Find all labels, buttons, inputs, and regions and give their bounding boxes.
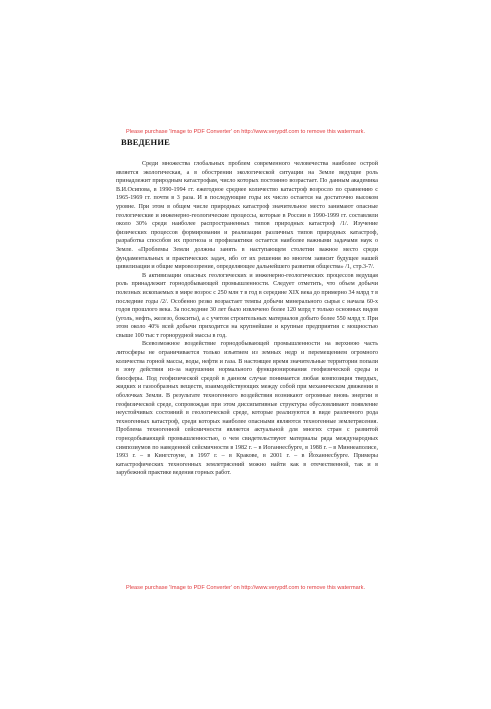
paragraph-3: Всевозможное воздействие горнодобывающей промышленности на верхнюю часть литосферы не ограничивается только изъятием из земных недр и перемещением огромного количества горной массы, воды, нефти и газа. В настоящее время значительные территории попали в зону действия из-за нарушения нормального функционирования геофизической среды и биосферы. Под геофизической средой в данном случае понимается любая композиция твердых, жидких и газообразных веществ, взаимодействующих между собой при механическом движении в оболочках Земли. В результате техногенного воздействия возникают огромные вновь энергии в геофизической среде, сопровождая при этом диссипативные структуры обусловливают появление неустойчивых состояний в геологической среде, которые реализуются в виде различного рода техногенных катастроф, среди которых наиболее опасными являются техногенные землетрясения. Проблема техногенной сейсмичности является актуальной для многих стран с развитой горнодобывающей промышленностью, о чем свидетельствуют материалы ряда международных симпозиумов по наведенной сейсмичности в 1982 г. – в Иоганнесбурге, в 1988 г. – в Миннеаполисе, 1993 г. – в Кингстоуне, в 1997 г. – в Кракове, в 2001 г. – в Йоханнесбурге. Примеры катастрофических техногенных землетрясений можно найти как в отечественной, так и в зарубежной практике ведения горных работ. <box>116 341 378 477</box>
section-heading: ВВЕДЕНИЕ <box>121 137 171 147</box>
watermark-top: Please purchase 'Image to PDF Converter' on http://www.verypdf.com to remove this watermark. <box>125 129 366 135</box>
paragraph-2: В активизации опасных геологических и инженерно-геологических процессов ведущая роль принадлежит горнодобывающей промышленности. Следует отметить, что объем добычи полезных ископаемых в мире возрос с 250 млн т в год в середине XIX века до примерно 34 млрд т в последние годы /2/. Особенно резко возрастает темпы добычи минерального сырья с начала 60-х годов прошлого века. За последние 30 лет было извлечено более 120 млрд т только основных видов (уголь, нефть, железо, бокситы), а с учетом строительных материалов добыто более 550 млрд т. При этом около 40% всей добычи приходится на крупнейшие и крупные предприятия с мощностью свыше 100 тыс т горнорудной массы в год. <box>116 272 378 339</box>
body-text <box>116 160 378 478</box>
paragraph-1: Среди множества глобальных проблем современного человечества наиболее острой является экологическая, а в обострении экологической ситуации на Земле ведущие роль принадлежит природным катастрофам, число которых постоянно возрастает. По данным академика В.И.Осипова, в 1990-1994 гг. ежегодное среднее количество катастроф возросло по сравнению с 1965-1969 гг. почти в 3 раза. И в последующие годы их число остается на достаточно высоком уровне. При этом в общем числе природных катастроф значительное место занимают опасные геологические и инженерно-геологические процессы, которые в России в 1990-1999 гг. составляли около 30% среди наиболее распространенных типов природных катастроф /1/. Изучение физических процессов формирования и реализации различных типов природных катастроф, разработка способов их прогноза и профилактики остается наиболее важными задачами наук о Земле. «Проблемы Земли должны занять в наступающем столетии важное место среди фундаментальных и практических задач, ибо от их решения во многом зависит будущее нашей цивилизации и общие мировоззрение, определяющее дальнейшего развития общества» /1, стр.3-7/. <box>116 161 378 271</box>
watermark-bottom: Please purchase 'Image to PDF Converter' on http://www.verypdf.com to remove this watermark. <box>125 585 366 591</box>
